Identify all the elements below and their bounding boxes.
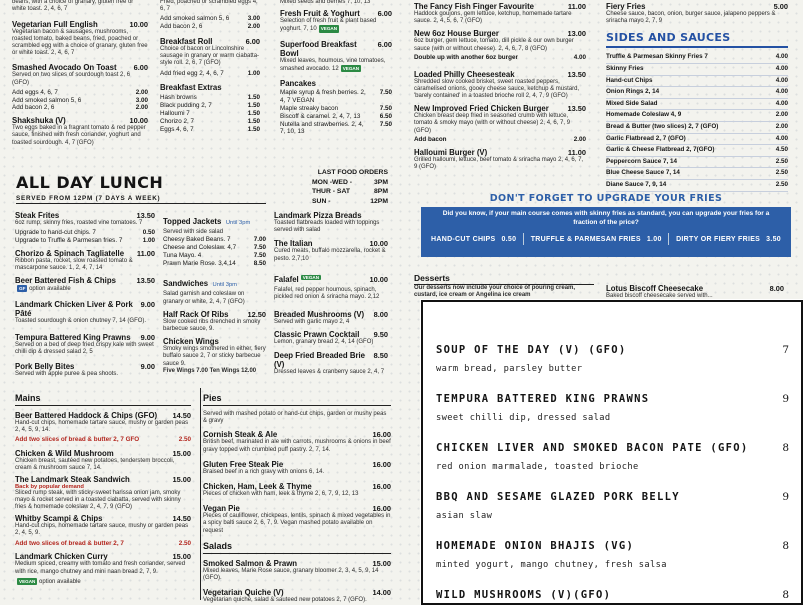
- side-item: Garlic & Cheese Flatbread 2, 7(GFO) 4.50: [606, 145, 788, 157]
- burgers-column: The Fancy Fish Finger Favourite 11.00 Haddock goujons, gem lettuce, ketchup, homemade tartare sauce. 2, 4, 5, 6, 7 (GFO) New 6oz House Burger 13.00 6oz burger, gem lettuce, tomato, dill pickle & our own burger sauce (with or without cheese). 2, 4, 6, 7, 8 (GFO) Double up with another 6oz burger 4.00 Loaded Philly Cheesesteak 13.50 Shredded slow cooked brisket, sweet roasted peppers, caramelised onions, gooey cheese sauce, ketchup & mustard, 'barely contained' in a toasted brioche roll 2, 4, 7, 9 (GFO) New Improved Fried Chicken Burger 13.50 Chicken breast deep fried in seasoned crumb with lettuce, tomato & smoky mayo (with or without cheese) 2, 4, 6, 7, 9 (GFO) Add bacon 2.00 Halloumi Burger (V) 11.00 Grilled halloumi, lettuce, beef tomato & sriracha mayo 2, 4, 6, 7, 9 (GFO): [414, 2, 586, 170]
- lunch-left-column: Steak Frites 13.50 6oz rump, skinny fries, roasted vine tomatoes. 7 Upgrade to hand-cut chips. 7 0.50 Upgrade to Truffle & Parmesan fries. 7 1.00 Chorizo & Spinach Tagliatelle 11.00 Ribbon pasta, rocket, slow roasted tomato & mascarpone sauce. 1, 2, 4, 7, 14 Beer Battered Fish & Chips 13.50 GF option available Landmark Chicken Liver & Pork Pâté 9.00 Toasted sourdough & onion chutney 7, 14 (GFO). Tempura Battered King Prawns 9.00 Served on a bed of deep fried crispy kale with sweet chilli dip & dressed salad 2, 5 Pork Belly Bites 9.00 Served with apple puree & pea shoots.: [15, 211, 155, 378]
- upgrade-fries-banner: DON'T FORGET TO UPGRADE YOUR FRIES Did you know, if your main course comes with skinny fries as standard, you can upgrade your fries for a fraction of the price? HAND-CUT CHIPS 0.50 TRUFFLE & PARMESAN FRIES 1.00 DIRTY OR FIERY FRIES 3.50: [421, 193, 791, 257]
- side-item: Garlic Flatbread 2, 7 (GFO) 4.00: [606, 134, 788, 146]
- upgrade-title: DON'T FORGET TO UPGRADE YOUR FRIES: [489, 193, 723, 204]
- lunch-mid-column: Topped Jackets Until 3pm Served with side salad Cheesy Baked Beans. 7 7.00 Cheese and Coleslaw. 4,7 7.50 Tuna Mayo. 4 7.50 Prawn Marie Rose. 3,4,14 8.50 Sandwiches Until 3pm Salad garnish and coleslaw on granary or white, 2, 4, 7 (GFO) Half Rack Of Ribs 12.50 Slow cooked ribs drenched in smoky barbecue sauce, 9. Chicken Wings Smoky wings smothered in either, fiery buffalo sauce 2, 7 or sticky barbecue sauce 9. Five Wings 7.00 Ten Wings 12.00: [163, 217, 266, 374]
- main-item: Add two slices of bread & butter 2, 7 2.50: [15, 539, 191, 547]
- main-item: Whitby Scampi & Chips 14.50 Hand-cut chips, homemade tartare sauce, mushy or garden peas 2, 4, 5, 9.: [15, 514, 191, 537]
- salad-item: Smoked Salmon & Prawn 15.00 Mixed leaves, Marie Rose sauce, granary bloomer 2, 3, 4, 5, 9, 14 (GFO).: [203, 558, 391, 582]
- main-item: Beer Battered Haddock & Chips (GFO) 14.50 Hand-cut chips, homemade tartare sauce, mushy or garden peas 2, 4, 5, 9, 14.: [15, 411, 191, 434]
- menu-item-veg-full-english: Vegetarian Full English 10.00 Vegetarian bacon & sausages, mushrooms, roasted tomato, baked beans, fried, poached or scrambled egg with a choice of granary, gluten free or white toast. 2, 4, 6, 7: [12, 19, 148, 57]
- lunch-item: BBQ AND SESAME GLAZED PORK BELLY 9 asian slaw: [436, 491, 789, 521]
- divider: [200, 388, 201, 600]
- all-day-lunch-subtitle: SERVED FROM 12PM (7 DAYS A WEEK): [16, 195, 161, 202]
- extra-row: Add fried egg 2, 4, 6, 7 1.00: [160, 69, 260, 77]
- main-item: VEGAN option available: [19, 578, 81, 586]
- breakfast-left-column: beans, with a choice of granary, gluten free or white toast. 2, 4, 6, 7 Vegetarian Full English 10.00 Vegetarian bacon & sausages, mushrooms, roasted tomato, baked beans, fried, poached or scrambled egg with a choice of granary, gluten free or white toast. 2, 4, 6, 7 Smashed Avocado On Toast 6.00 Served on two slices of sourdough toast 2, 6 (GFO) Add eggs 4, 6, 7 2.00 Add smoked salmon 5, 6 3.00 Add bacon 2, 6 2.00 Shakshuka (V) 10.00 Two eggs baked in a fragrant tomato & red pepper sauce, finished with fresh coriander, yoghurt and toasted sourdough. 4, 7 (GFO): [12, 0, 148, 146]
- upgrade-option-truffle: TRUFFLE & PARMESAN FRIES 1.00: [530, 235, 662, 243]
- vegan-badge: VEGAN: [320, 26, 338, 32]
- lunch-item: CHICKEN LIVER AND SMOKED BACON PATE (GFO) 8 red onion marmalade, toasted brioche: [436, 442, 789, 472]
- sides-list: [606, 52, 788, 191]
- upgrade-option-dirty: DIRTY OR FIERY FRIES 3.50: [676, 235, 781, 243]
- extra-row: Add smoked salmon 5, 6 3.00: [12, 96, 148, 104]
- all-day-lunch-title: ALL DAY LUNCH: [16, 173, 164, 192]
- dessert-biscoff: Lotus Biscoff Cheesecake 8.00 Baked biscoff cheesecake served with...: [606, 284, 784, 299]
- main-item: Add two slices of bread & butter 2, 7 GFO 2.50: [15, 436, 191, 444]
- lunch-menu-card: [421, 300, 803, 605]
- salad-item: Vegetarian Quiche (V) 14.00 Vegetarian quiche, salad & sauteed new potatoes 2, 7 (GFO).: [203, 588, 391, 604]
- sides-title: SIDES AND SAUCES: [606, 31, 788, 48]
- pie-item: Cornish Steak & Ale 16.00 British beef, marinated in ale with carrots, mushrooms & onions in beef gravy topped with crumbled puff pastry. 2, 7, 14.: [203, 430, 391, 453]
- gf-badge: GF: [19, 286, 26, 292]
- upgrade-option-hand-cut: HAND-CUT CHIPS 0.50: [431, 235, 517, 243]
- side-item: Bread & Butter (two slices) 2, 7 (GFO) 2.00: [606, 122, 788, 134]
- menu-item-shakshuka: Shakshuka (V) 10.00 Two eggs baked in a fragrant tomato & red pepper sauce, finished with fresh coriander, yoghurt and toasted sourdough. 4, 7 (GFO): [12, 116, 148, 146]
- popular-note: Back by popular demand: [15, 483, 84, 490]
- breakfast-right-column: Mixed seeds and berries 7, 10, 13 Fresh Fruit & Yoghurt 6.00 Selection of fresh fruit & plant based yoghurt. 7, 10 VEGAN Superfood Breakfast Bowl 6.00 Mixed leaves, houmous, vine tomatoes, smashed avocado. 12 VEGAN Pancakes Maple syrup & fresh berries. 2, 4, 7 VEGAN 7.50 Maple streaky bacon 7.50 Biscoff & caramel. 2, 4, 7, 13 6.50 Nutella and strawberries. 2, 4, 7, 10, 13 7.50: [280, 0, 392, 136]
- pies-column: Pies Served with mashed potato or hand-cut chips, garden or mushy peas & gravy Cornish Steak & Ale 16.00 British beef, marinated in ale with carrots, mushrooms & onions in beef gravy topped with crumbled puff pastry. 2, 7, 14. Gluten Free Steak Pie 16.00 Braised beef in a rich gravy with onions 6, 14. Chicken, Ham, Leek & Thyme 16.00 Pieces of chicken with ham, leek & thyme 2, 6, 7, 9, 12, 13 Vegan Pie 16.00 Pieces of cauliflower, chickpeas, lentils, spinach & mixed vegetables in a spicy balti sauce 2, 6, 7, 9. Vegan mashed potato available on request Salads Smoked Salmon & Prawn 15.00 Mixed leaves, Marie Rose sauce, granary bloomer 2, 3, 4, 5, 9, 14 (GFO). Vegetarian Quiche (V) 14.00 Vegetarian quiche, salad & sauteed new potatoes 2, 7 (GFO).: [203, 393, 391, 604]
- pie-item: Gluten Free Steak Pie 16.00 Braised beef in a rich gravy with onions 6, 14.: [203, 459, 391, 475]
- main-item: Chicken & Wild Mushroom 15.00 Chicken breast, sautéed new potatoes, tenderstem broccoli, cream & mushroom sauce 7, 14.: [15, 449, 191, 472]
- divider: [16, 203, 266, 204]
- all-day-lunch-header: [16, 173, 276, 202]
- breakfast-mid-column: Fried, poached or scrambled eggs 4, 6, 7 Add smoked salmon 5, 6 3.00 Add bacon 2, 6 2.00 Breakfast Roll 6.00 Choice of bacon or Lincolnshire sausage in granary or warm ciabatta-style roll. 2, 6, 7 (GFO) Add fried egg 2, 4, 6, 7 1.00 Breakfast Extras Hash browns 1.50 Black pudding 2, 7 1.50 Halloumi 7 1.50 Chorizo 2, 7 1.50 Eggs 4, 6, 7 1.50: [160, 0, 260, 133]
- lunch-item: SOUP OF THE DAY (V) (GFO) 7 warm bread, parsley butter: [436, 344, 789, 374]
- side-item: Truffle & Parmesan Skinny Fries 7 4.00: [606, 52, 788, 64]
- desserts-section: Desserts Our desserts now include your choice of pouring cream, custard, ice cream or Angelina ice cream: [414, 273, 594, 299]
- extra-row: Add bacon 2, 6 2.00: [160, 23, 260, 31]
- extra-row: Add eggs 4, 6, 7 2.00: [12, 88, 148, 96]
- last-food-orders: LAST FOOD ORDERS MON -WED - 3PM THUR - SAT 8PM SUN - 12PM: [312, 169, 388, 205]
- mains-column: Mains Beer Battered Haddock & Chips (GFO) 14.50 Hand-cut chips, homemade tartare sauce, mushy or garden peas 2, 4, 5, 9, 14. Add two slices of bread & butter 2, 7 GFO 2.50 Chicken & Wild Mushroom 15.00 Chicken breast, sautéed new potatoes, tenderstem broccoli, cream & mushroom sauce 7, 14. The Landmark Steak Sandwich 15.00 Back by popular demand Sliced rump steak, with sticky-sweet harissa onion jam, smoky mayo & rocket served in a toasted ciabatta, served with skinny fries & homemade coleslaw 2, 4, 7, 9 (GFO) Whitby Scampi & Chips 14.50 Hand-cut chips, homemade tartare sauce, mushy or garden peas 2, 4, 5, 9. Add two slices of bread & butter 2, 7 2.50 Landmark Chicken Curry 15.00 Medium spiced, creamy with tomato and fresh coriander, served with rice, mango chutney and mini naan bread 2, 7, 9. VEGAN option available: [15, 393, 191, 586]
- extra-row: Add smoked salmon 5, 6 3.00: [160, 15, 260, 23]
- side-item: Mixed Side Salad 4.00: [606, 99, 788, 111]
- vegan-badge: VEGAN: [342, 66, 360, 71]
- side-item: Homemade Coleslaw 4, 9 2.00: [606, 110, 788, 122]
- menu-item-fruit-yoghurt: Fresh Fruit & Yoghurt 6.00 Selection of fresh fruit & plant based yoghurt. 7, 10 VEGAN: [280, 9, 392, 33]
- pie-item: Vegan Pie 16.00 Pieces of cauliflower, chickpeas, lentils, spinach & mixed vegetables in a spicy balti sauce 2, 6, 7, 9. Vegan mashed potato available on request: [203, 504, 391, 534]
- pie-item: Chicken, Ham, Leek & Thyme 16.00 Pieces of chicken with ham, leek & thyme 2, 6, 7, 9, 12, 13: [203, 482, 391, 498]
- side-item: Skinny Fries 4.00: [606, 64, 788, 76]
- side-item: Hand-cut Chips 4.00: [606, 76, 788, 88]
- side-item: Onion Rings 2, 14 4.00: [606, 87, 788, 99]
- extra-row: Add bacon 2, 6 2.00: [12, 104, 148, 112]
- lunch-right-column: Landmark Pizza Breads Toasted flatbreads loaded with toppings served with salad The Italian 10.00 Cured meats, buffalo mozzarella, rocket & pesto. 2,7,10 Falafel VEGAN 10.00 Falafel, red pepper houmous, spinach, pickled red onion & sriracha mayo. 2,12 Breaded Mushrooms (V) 8.00 Served with garlic mayo 2, 4 Classic Prawn Cocktail 9.50 Lemon, granary bread 2, 4, 14 (GFO) Deep Fried Breaded Brie (V) 8.50 Dressed leaves & cranberry sauce 2, 4, 7: [274, 211, 388, 375]
- side-item: Peppercorn Sauce 7, 14 2.50: [606, 157, 788, 169]
- lunch-item: TEMPURA BATTERED KING PRAWNS 9 sweet chilli dip, dressed salad: [436, 393, 789, 423]
- menu-item-breakfast-roll: Breakfast Roll 6.00 Choice of bacon or Lincolnshire sausage in granary or warm ciabatta-style roll. 2, 6, 7 (GFO): [160, 37, 260, 67]
- lunch-item: WILD MUSHROOMS (V)(GFO) 8: [436, 589, 789, 601]
- side-item: Blue Cheese Sauce 7, 14 2.50: [606, 168, 788, 180]
- menu-item-smashed-avocado: Smashed Avocado On Toast 6.00 Served on two slices of sourdough toast 2, 6 (GFO): [12, 63, 148, 86]
- vegan-badge: VEGAN: [302, 275, 320, 281]
- vegan-badge: VEGAN: [19, 578, 36, 584]
- lunch-item: HOMEMADE ONION BHAJIS (VG) 8 minted yogurt, mango chutney, fresh salsa: [436, 540, 789, 570]
- side-item: Diane Sauce 7, 9, 14 2.50: [606, 180, 788, 192]
- sides-column: Fiery Fries 5.00 Cheese sauce, bacon, onion, burger sauce, jalapeno peppers & sriracha mayo 2, 7, 9 SIDES AND SAUCES Truffle & Parmesan Skinny Fries 7 4.00 Skinny Fries 4.00 Hand-cut Chips 4.00 Onion Rings 2, 14 4.00 Mixed Side Salad 4.00 Homemade Coleslaw 4, 9 2.00 Bread & Butter (two slices) 2, 7 (GFO) 2.00 Garlic Flatbread 2, 7 (GFO) 4.00 Garlic & Cheese Flatbread 2, 7(GFO) 4.50 Peppercorn Sauce 7, 14 2.50 Blue Cheese Sauce 7, 14 2.50 Diane Sauce 7, 9, 14 2.50: [606, 2, 788, 184]
- menu-item-superfood-bowl: Superfood Breakfast Bowl 6.00 Mixed leaves, houmous, vine tomatoes, smashed avocado. 12 VEGAN: [280, 39, 392, 73]
- main-item: Landmark Chicken Curry 15.00 Medium spiced, creamy with tomato and fresh coriander, served with rice, mango chutney and mini naan bread 2, 7, 9.: [15, 552, 191, 575]
- main-item: The Landmark Steak Sandwich 15.00 Back by popular demand Sliced rump steak, with sticky-sweet harissa onion jam, smoky mayo & rocket served in a toasted ciabatta, served with skinny fries & homemade coleslaw 2, 4, 7, 9 (GFO): [15, 474, 191, 511]
